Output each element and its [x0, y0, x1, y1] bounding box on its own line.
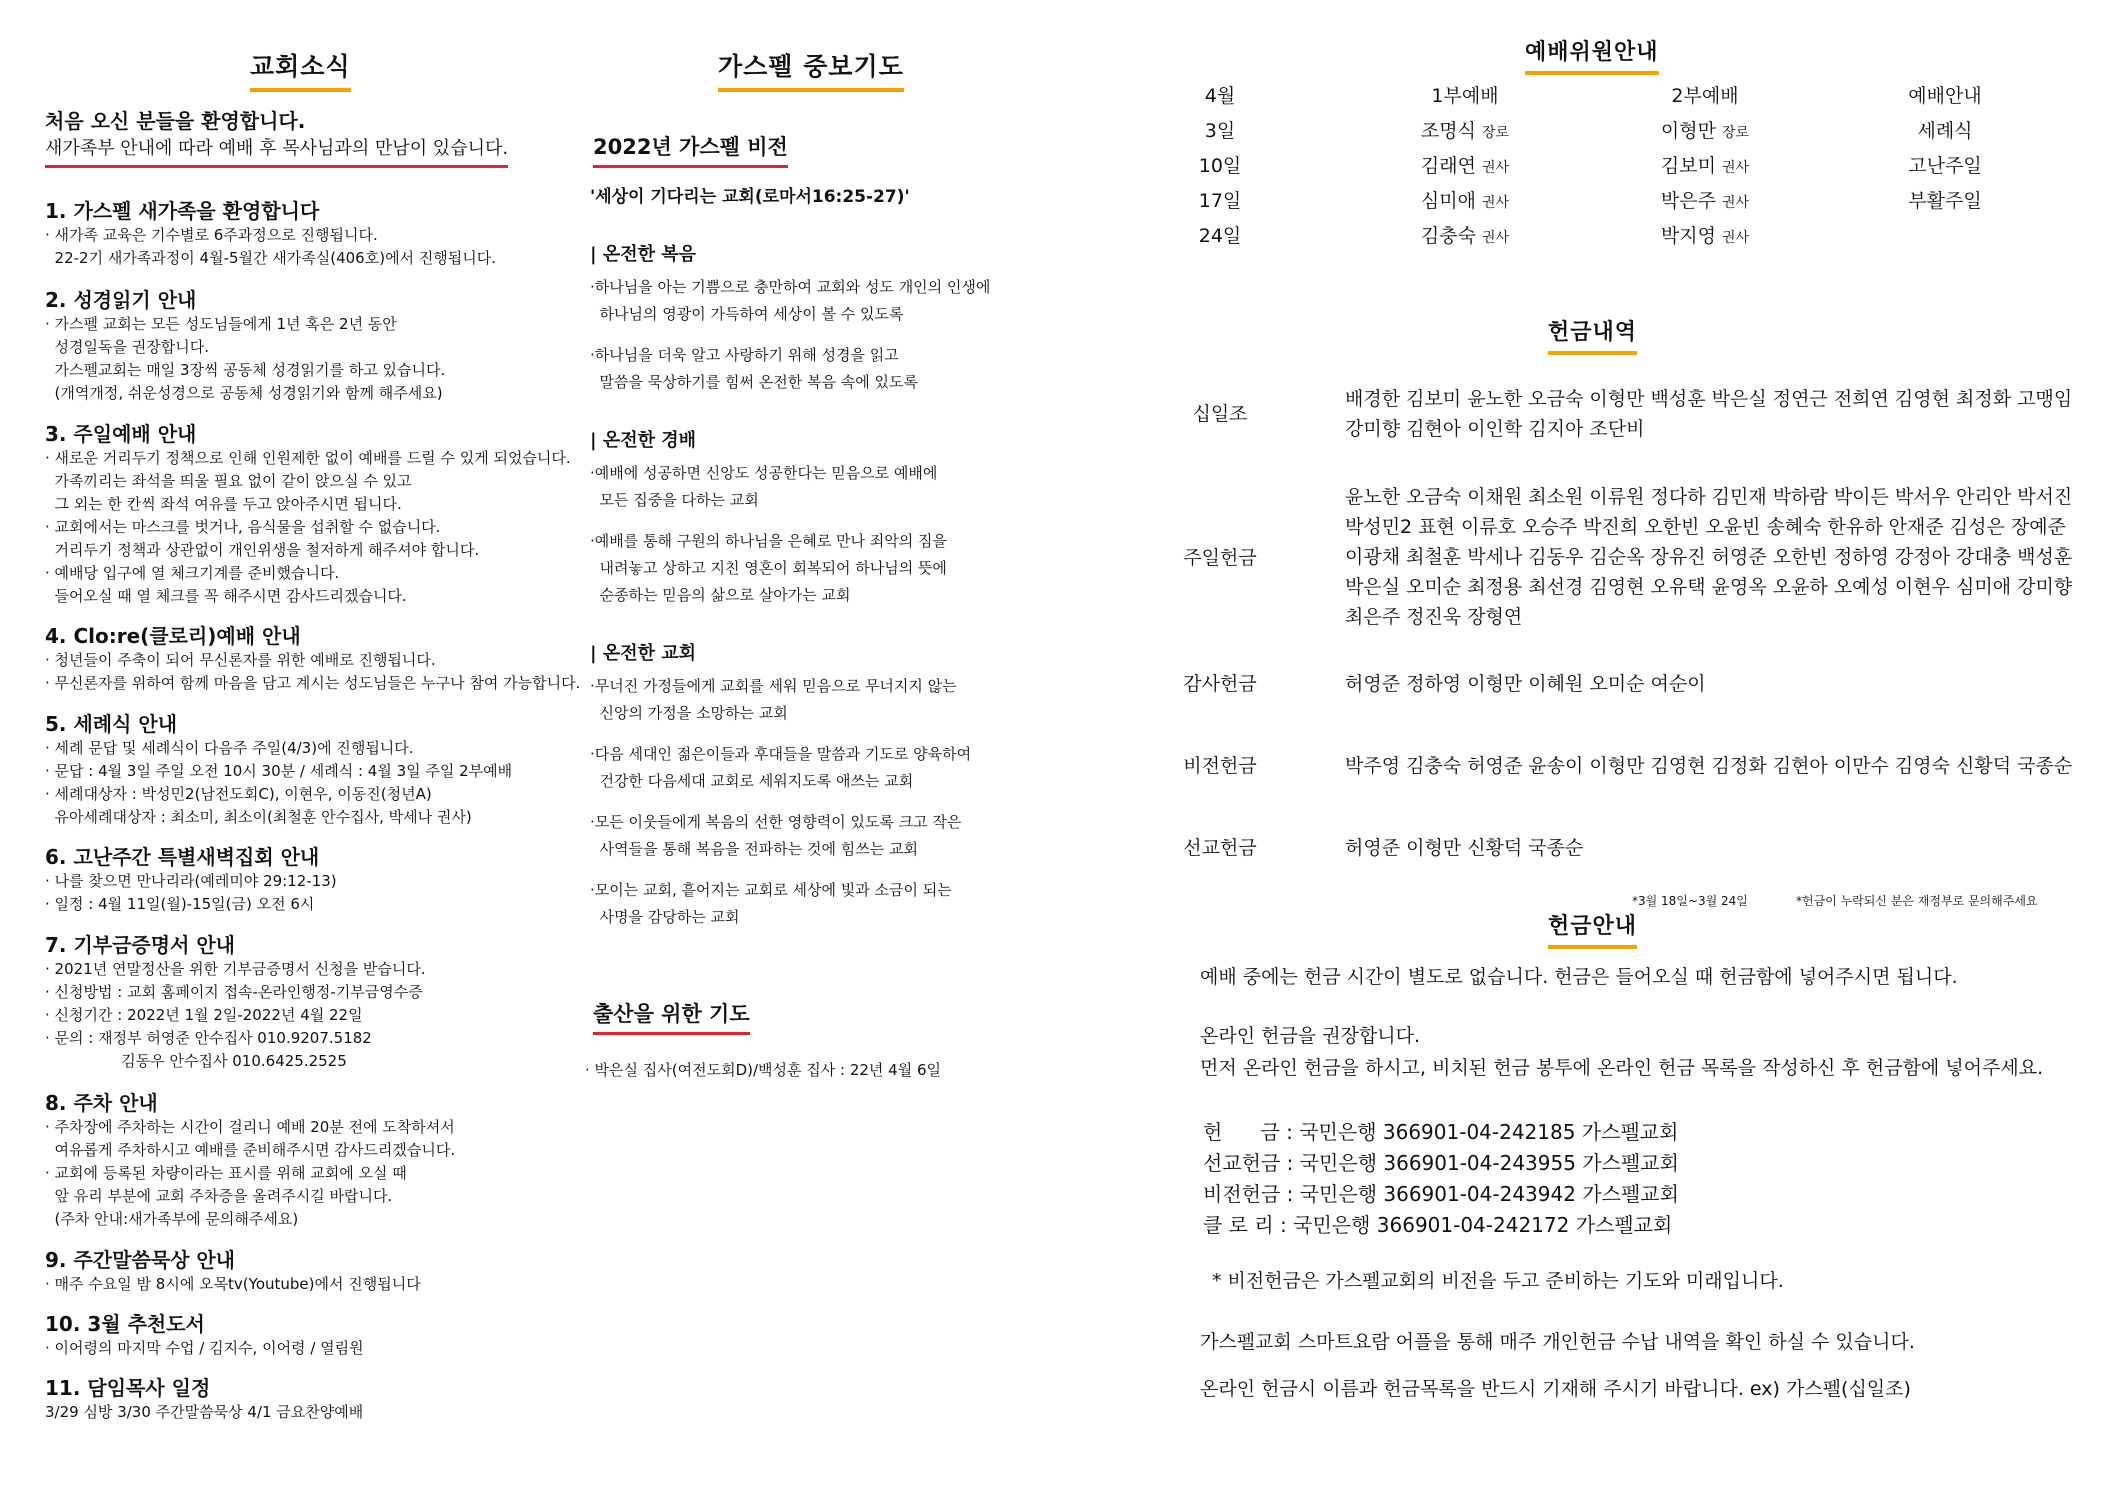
section-line: · 청년들이 주축이 되어 무신론자를 위한 예배로 진행됩니다. — [45, 651, 436, 669]
prayer-group-head: | 온전한 복음 — [590, 244, 697, 265]
duty-date: 24일 — [1198, 225, 1242, 247]
duty-person-title: 권사 — [1722, 195, 1750, 211]
duty-date: 3일 — [1204, 120, 1236, 142]
offering-names-line: 강미향 김현아 이인학 김지아 조단비 — [1345, 418, 1645, 440]
section-title: 5. 세례식 안내 — [45, 712, 178, 736]
prayer-line: ·예배를 통해 구원의 하나님을 은혜로 만나 죄악의 짐을 — [590, 532, 947, 550]
section-line: 여유롭게 주차하시고 예배를 준비해주시면 감사드리겠습니다. — [45, 1141, 456, 1159]
section-line: 가스펠교회는 매일 3장씩 공동체 성경읽기를 하고 있습니다. — [45, 361, 446, 379]
prayer-line: 내려놓고 상하고 지친 영혼이 회복되어 하나님의 뜻에 — [590, 559, 947, 577]
duty-person: 김래연 — [1420, 155, 1476, 177]
guide-paragraph-3: 가스펠교회 스마트요람 어플을 통해 매주 개인헌금 수납 내역을 확인 하실 수 있습니다. — [1200, 1331, 1915, 1353]
offering-label-thanks: 감사헌금 — [1183, 673, 1257, 695]
offering-names-thanks — [1345, 669, 2075, 699]
prayer-group-3 — [590, 641, 1010, 931]
duty-header-guide: 예배안내 — [1908, 85, 1982, 107]
section-line: · 세례 문답 및 세례식이 다음주 주일(4/3)에 진행됩니다. — [45, 739, 414, 757]
section-line: 22-2기 새가족과정이 4월-5월간 새가족실(406호)에서 진행됩니다. — [45, 249, 497, 267]
offering-label-tithe: 십일조 — [1192, 403, 1248, 425]
section-line: · 교회에 등록된 차량이라는 표시를 위해 교회에 오실 때 — [45, 1164, 407, 1182]
prayer-line: 말씀을 묵상하기를 힘써 온전한 복음 속에 있도록 — [590, 373, 918, 391]
welcome-heading: 처음 오신 분들을 환영합니다. — [45, 109, 306, 133]
duty-service2 — [1625, 189, 1785, 215]
offering-names-tithe — [1345, 384, 2075, 444]
duty-person: 김보미 — [1660, 155, 1716, 177]
offering-names-vision — [1345, 751, 2075, 781]
prayer-line: ·모이는 교회, 흩어지는 교회로 세상에 빛과 소금이 되는 — [590, 881, 952, 899]
duty-person-title: 장로 — [1482, 125, 1510, 141]
offering-missing-note: *헌금이 누락되신 분은 재정부로 문의해주세요 — [1796, 894, 2038, 908]
offering-names-line: 배경한 김보미 윤노한 오금숙 이형만 백성훈 박은실 정연근 전희연 김영현 최정화 고맹임 — [1345, 388, 2073, 410]
section-line: (개역개정, 쉬운성경으로 공동체 성경읽기와 함께 해주세요) — [45, 384, 443, 402]
duty-person-title: 권사 — [1482, 230, 1510, 246]
prayer-line: ·무너진 가정들에게 교회를 세워 믿음으로 무너지지 않는 — [590, 677, 957, 695]
offering-names-line: 허영준 이형만 신황덕 국종순 — [1345, 837, 1584, 859]
prayer-line: 순종하는 믿음의 삶으로 살아가는 교회 — [590, 586, 851, 604]
prayer-group-1 — [590, 242, 1010, 396]
worship-duty-title: 예배위원안내 — [1525, 38, 1659, 75]
prayer-line: ·모든 이웃들에게 복음의 선한 영향력이 있도록 크고 작은 — [590, 813, 962, 831]
offering-names-mission — [1345, 833, 2075, 863]
intercession-title: 가스펠 중보기도 — [718, 52, 904, 92]
section-line: · 새로운 거리두기 정책으로 인해 인원제한 없이 예배를 드릴 수 있게 되었습니다. — [45, 449, 571, 467]
duty-header-service1: 1부예배 — [1431, 85, 1499, 107]
guide-paragraph-4: 온라인 헌금시 이름과 헌금목록을 반드시 기재해 주시기 바랍니다. ex) 가스펠(십일조) — [1200, 1378, 1911, 1400]
offering-names-line: 박주영 김충숙 허영준 윤송이 이형만 김영현 김정화 김현아 이만수 김영숙 신황덕 국종순 — [1345, 755, 2073, 777]
duty-header-service2: 2부예배 — [1671, 85, 1739, 107]
vision-quote: '세상이 기다리는 교회(로마서16:25-27)' — [590, 187, 910, 207]
section-title: 3. 주일예배 안내 — [45, 422, 197, 446]
section-title: 10. 3월 추천도서 — [45, 1312, 205, 1336]
prayer-line: ·다음 세대인 젊은이들과 후대들을 말씀과 기도로 양육하여 — [590, 745, 972, 763]
section-line: 거리두기 정책과 상관없이 개인위생을 철저하게 해주셔야 합니다. — [45, 541, 480, 559]
offering-names-line: 박은실 오미순 최정용 최선경 김영현 오유택 윤영옥 오윤하 오예성 이현우 심미애 강미향 — [1345, 576, 2073, 598]
section-title: 2. 성경읽기 안내 — [45, 288, 197, 312]
duty-person: 박은주 — [1660, 190, 1716, 212]
news-section-11 — [45, 1375, 585, 1424]
news-section-4 — [45, 623, 585, 695]
birth-prayer-title: 출산을 위한 기도 — [593, 1000, 750, 1035]
offering-names-sunday — [1345, 482, 2075, 632]
section-title: 11. 담임목사 일정 — [45, 1376, 211, 1400]
duty-note: 고난주일 — [1908, 155, 1982, 177]
news-section-3 — [45, 421, 585, 608]
section-line: 가족끼리는 좌석을 띄울 필요 없이 같이 앉으실 수 있고 — [45, 472, 412, 490]
news-section-9 — [45, 1247, 585, 1296]
prayer-line: ·하나님을 아는 기쁨으로 충만하여 교회와 성도 개인의 인생에 — [590, 278, 991, 296]
offering-names-line: 최은주 정진욱 장형연 — [1345, 606, 1523, 628]
section-title: 4. Clo:re(클로리)예배 안내 — [45, 624, 301, 648]
section-title: 9. 주간말씀묵상 안내 — [45, 1248, 235, 1272]
prayer-line: 사역들을 통해 복음을 전파하는 것에 힘쓰는 교회 — [590, 840, 918, 858]
duty-person: 심미애 — [1420, 190, 1476, 212]
duty-service2 — [1625, 119, 1785, 145]
news-section-5 — [45, 711, 585, 829]
section-line: 유아세례대상자 : 최소미, 최소이(최철훈 안수집사, 박세나 권사) — [45, 808, 472, 826]
guide-paragraph-1: 예배 중에는 헌금 시간이 별도로 없습니다. 헌금은 들어오실 때 헌금함에 넣어주시면 됩니다. — [1200, 966, 1958, 988]
section-line: 성경일독을 권장합니다. — [45, 338, 209, 356]
section-line: · 2021년 연말정산을 위한 기부금증명서 신청을 받습니다. — [45, 960, 426, 978]
welcome-subtext: 새가족부 안내에 따라 예배 후 목사님과의 만남이 있습니다. — [45, 137, 508, 168]
prayer-group-head: | 온전한 경배 — [590, 430, 697, 451]
news-section-8 — [45, 1090, 585, 1231]
section-line: · 문답 : 4월 3일 주일 오전 10시 30분 / 세례식 : 4월 3일 주일 2부예배 — [45, 762, 513, 780]
prayer-line: 하나님의 영광이 가득하여 세상이 볼 수 있도록 — [590, 305, 904, 323]
duty-person: 이형만 — [1660, 120, 1716, 142]
vision-offering-note: * 비전헌금은 가스펠교회의 비전을 두고 준비하는 기도와 미래입니다. — [1212, 1270, 1784, 1292]
guide-paragraph-2a: 온라인 헌금을 권장합니다. — [1200, 1025, 1421, 1047]
duty-person-title: 장로 — [1722, 125, 1750, 141]
section-line: · 이어령의 마지막 수업 / 김지수, 이어령 / 열림원 — [45, 1339, 364, 1357]
section-title: 1. 가스펠 새가족을 환영합니다 — [45, 199, 320, 223]
duty-note: 세례식 — [1917, 120, 1973, 142]
news-section-2 — [45, 287, 585, 405]
offering-label-vision: 비전헌금 — [1183, 755, 1257, 777]
duty-person-title: 권사 — [1482, 195, 1510, 211]
news-section-7 — [45, 932, 585, 1073]
birth-prayer-line: · 박은실 집사(여전도회D)/백성훈 집사 : 22년 4월 6일 — [585, 1061, 942, 1079]
section-line: · 나를 찾으면 만나리라(예레미야 29:12-13) — [45, 872, 337, 890]
prayer-line: ·하나님을 더욱 알고 사랑하기 위해 성경을 읽고 — [590, 346, 899, 364]
offering-label-mission: 선교헌금 — [1183, 837, 1257, 859]
section-line: · 매주 수요일 밤 8시에 오목tv(Youtube)에서 진행됩니다 — [45, 1275, 421, 1293]
duty-date: 10일 — [1198, 155, 1242, 177]
news-section-10 — [45, 1311, 585, 1360]
section-line: · 주차장에 주차하는 시간이 걸리니 예배 20분 전에 도착하셔서 — [45, 1118, 455, 1136]
church-news-title: 교회소식 — [250, 52, 351, 92]
account-clore: 클 로 리 : 국민은행 366901-04-242172 가스펠교회 — [1203, 1213, 1673, 1237]
duty-header-month: 4월 — [1204, 85, 1236, 107]
section-line: · 가스펠 교회는 모든 성도님들에게 1년 혹은 2년 동안 — [45, 315, 397, 333]
account-mission: 선교헌금 : 국민은행 366901-04-243955 가스펠교회 — [1203, 1151, 1679, 1175]
duty-service1 — [1385, 119, 1545, 145]
guide-paragraph-2b: 먼저 온라인 헌금을 하시고, 비치된 헌금 봉투에 온라인 헌금 목록을 작성하신 후 헌금함에 넣어주세요. — [1200, 1057, 2044, 1079]
section-line: · 예배당 입구에 열 체크기계를 준비했습니다. — [45, 564, 340, 582]
section-line: · 문의 : 재정부 허영준 안수집사 010.9207.5182 — [45, 1029, 372, 1047]
prayer-line: 신앙의 가정을 소망하는 교회 — [590, 704, 788, 722]
prayer-group-2 — [590, 428, 1010, 609]
duty-person-title: 권사 — [1722, 230, 1750, 246]
offering-guide-title: 헌금안내 — [1548, 912, 1637, 949]
section-title: 7. 기부금증명서 안내 — [45, 933, 235, 957]
section-line: (주차 안내:새가족부에 문의해주세요) — [45, 1210, 299, 1228]
section-line: · 신청방법 : 교회 홈페이지 접속-온라인행정-기부금영수증 — [45, 983, 423, 1001]
section-line: 김동우 안수집사 010.6425.2525 — [45, 1052, 347, 1070]
account-general: 헌 금 : 국민은행 366901-04-242185 가스펠교회 — [1203, 1120, 1679, 1144]
duty-person-title: 권사 — [1482, 160, 1510, 176]
prayer-group-head: | 온전한 교회 — [590, 643, 697, 664]
duty-service1 — [1385, 189, 1545, 215]
section-title: 6. 고난주간 특별새벽집회 안내 — [45, 845, 320, 869]
duty-service2 — [1625, 154, 1785, 180]
section-line: · 신청기간 : 2022년 1월 2일-2022년 4월 22일 — [45, 1006, 363, 1024]
section-line: · 세례대상자 : 박성민2(남전도회C), 이현우, 이동진(청년A) — [45, 785, 432, 803]
offering-names-line: 이광채 최철훈 박세나 김동우 김순옥 장유진 허영준 오한빈 정하영 강정아 강대충 백성훈 — [1345, 546, 2073, 568]
duty-person-title: 권사 — [1722, 160, 1750, 176]
offering-period-note: *3월 18일~3월 24일 — [1632, 894, 1748, 908]
section-line: · 교회에서는 마스크를 벗거나, 음식물을 섭취할 수 없습니다. — [45, 518, 441, 536]
section-line: · 무신론자를 위하여 함께 마음을 담고 계시는 성도님들은 누구나 참여 가능합니다. — [45, 674, 581, 692]
offering-label-sunday: 주일헌금 — [1183, 547, 1257, 569]
duty-person: 조명식 — [1420, 120, 1476, 142]
prayer-line: 모든 집중을 다하는 교회 — [590, 491, 759, 509]
section-title: 8. 주차 안내 — [45, 1091, 158, 1115]
news-section-1 — [45, 198, 585, 270]
prayer-line: ·예배에 성공하면 신앙도 성공한다는 믿음으로 예배에 — [590, 464, 938, 482]
offering-list-title: 헌금내역 — [1548, 318, 1637, 355]
duty-person: 김충숙 — [1420, 225, 1476, 247]
duty-service2 — [1625, 224, 1785, 250]
section-line: · 새가족 교육은 기수별로 6주과정으로 진행됩니다. — [45, 226, 378, 244]
duty-date: 17일 — [1198, 190, 1242, 212]
duty-service1 — [1385, 154, 1545, 180]
prayer-line: 건강한 다음세대 교회로 세워지도록 애쓰는 교회 — [590, 772, 914, 790]
offering-names-line: 허영준 정하영 이형만 이혜원 오미순 여순이 — [1345, 673, 1706, 695]
duty-person: 박지영 — [1660, 225, 1716, 247]
section-line: 앞 유리 부분에 교회 주차증을 올려주시길 바랍니다. — [45, 1187, 393, 1205]
duty-service1 — [1385, 224, 1545, 250]
vision-title: 2022년 가스펠 비전 — [593, 133, 788, 168]
account-vision: 비전헌금 : 국민은행 366901-04-243942 가스펠교회 — [1203, 1182, 1679, 1206]
duty-note: 부활주일 — [1908, 190, 1982, 212]
prayer-line: 사명을 감당하는 교회 — [590, 908, 740, 926]
section-line: 그 외는 한 칸씩 좌석 여유를 두고 앉아주시면 됩니다. — [45, 495, 402, 513]
news-section-6 — [45, 844, 585, 916]
section-line: 3/29 심방 3/30 주간말씀묵상 4/1 금요찬양예배 — [45, 1403, 364, 1421]
section-line: · 일정 : 4월 11일(월)-15일(금) 오전 6시 — [45, 895, 315, 913]
section-line: 들어오실 때 열 체크를 꼭 해주시면 감사드리겠습니다. — [45, 587, 407, 605]
offering-names-line: 박성민2 표현 이류호 오승주 박진희 오한빈 오윤빈 송혜숙 한유하 안재준 김성은 장예준 — [1345, 516, 2066, 538]
offering-names-line: 윤노한 오금숙 이채원 최소원 이류원 정다하 김민재 박하람 박이든 박서우 안리안 박서진 — [1345, 486, 2073, 508]
